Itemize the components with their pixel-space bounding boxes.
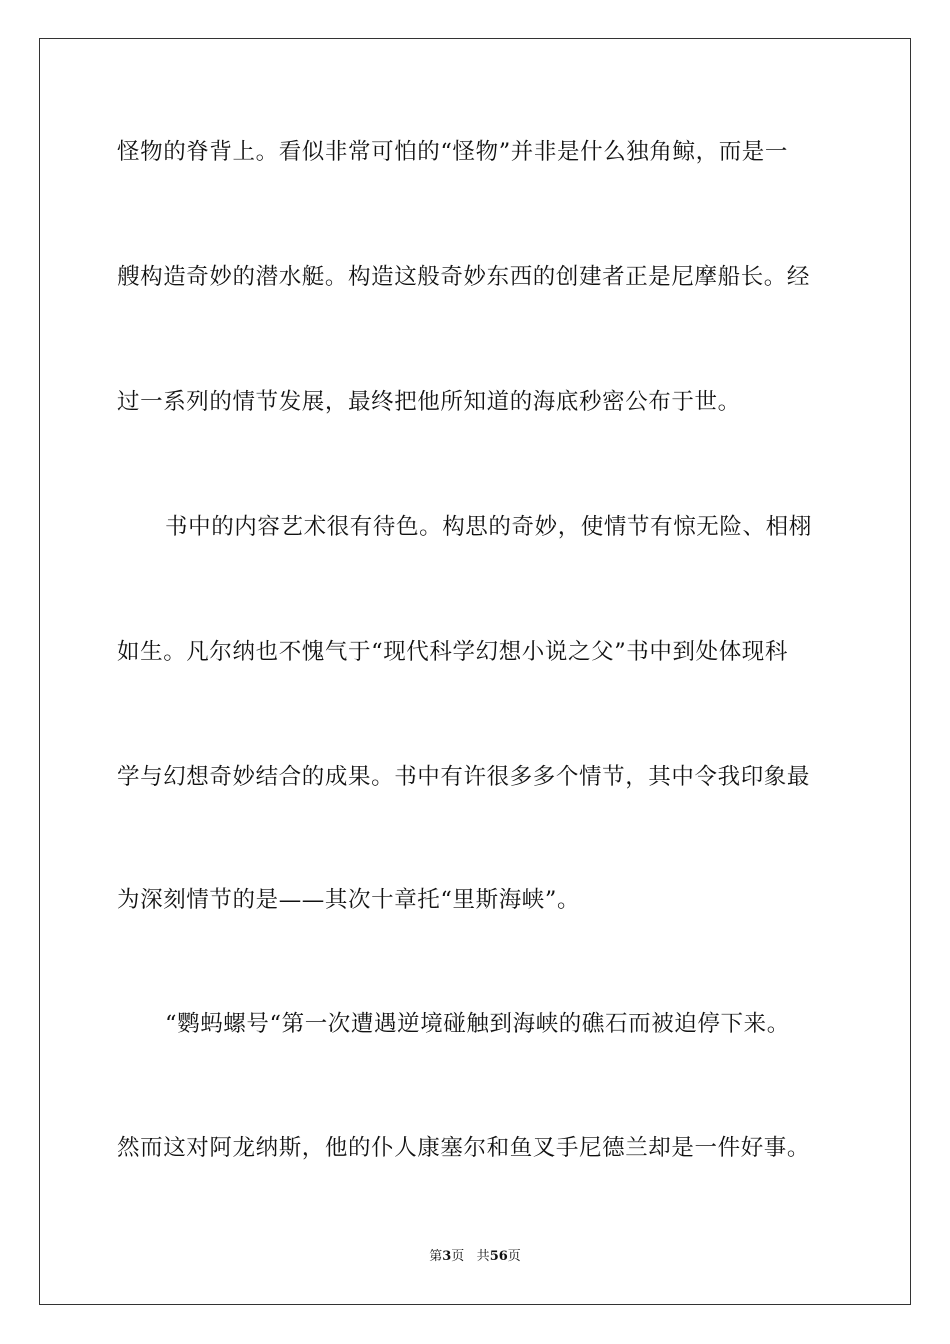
page-border <box>39 38 911 1305</box>
footer-page-number: 3 <box>442 1249 452 1264</box>
text-line-5: 如生。凡尔纳也不愧气于“现代科学幻想小说之父”书中到处体现科 <box>117 639 789 665</box>
footer-total-pages: 56 <box>489 1249 508 1264</box>
footer-page-suffix: 页 <box>451 1249 465 1264</box>
footer-page-prefix: 第 <box>429 1249 443 1264</box>
text-line-4: 书中的内容艺术很有待色。构思的奇妙，使情节有惊无险、相栩 <box>165 514 812 540</box>
text-line-1: 怪物的脊背上。看似非常可怕的“怪物”并非是什么独角鲸，而是一 <box>117 139 789 165</box>
text-line-8: “鹦蚂螺号“第一次遭遇逆境碰触到海峡的礁石而被迫停下来。 <box>165 1011 790 1037</box>
text-line-7: 为深刻情节的是——其次十章托“里斯海峡”。 <box>117 887 581 913</box>
text-line-9: 然而这对阿龙纳斯，他的仆人康塞尔和鱼叉手尼德兰却是一件好事。 <box>117 1135 811 1161</box>
text-line-2: 艘构造奇妙的潜水艇。构造这般奇妙东西的创建者正是尼摩船长。经 <box>117 264 811 290</box>
footer-total-prefix: 共 <box>476 1249 490 1264</box>
text-line-3: 过一系列的情节发展，最终把他所知道的海底秒密公布于世。 <box>117 389 741 415</box>
page-footer <box>0 1248 950 1266</box>
text-line-6: 学与幻想奇妙结合的成果。书中有许很多多个情节，其中令我印象最 <box>117 764 811 790</box>
footer-total-suffix: 页 <box>507 1249 521 1264</box>
